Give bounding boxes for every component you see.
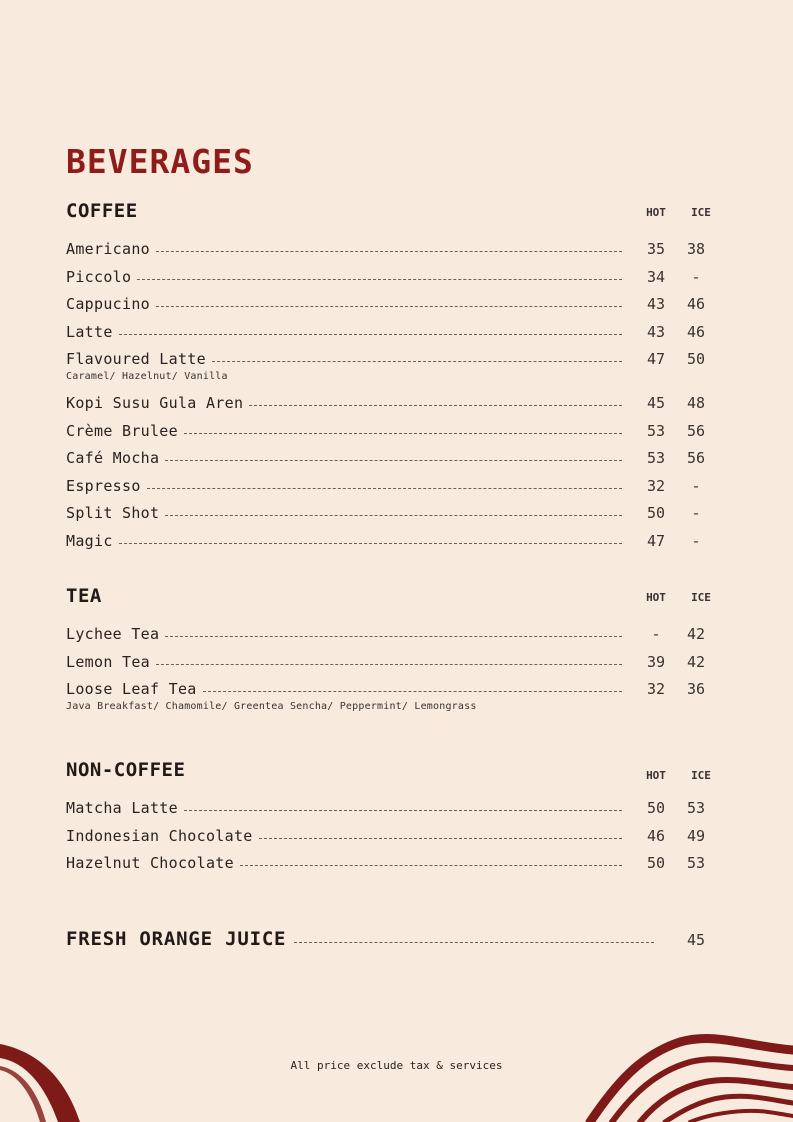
section-coffee xyxy=(66,200,716,559)
dotted-leader xyxy=(184,433,622,434)
menu-item xyxy=(66,268,716,296)
ice-price: 42 xyxy=(686,652,706,671)
hot-column-label: HOT xyxy=(646,591,666,604)
menu-item xyxy=(66,653,716,681)
ice-price: 46 xyxy=(686,322,706,341)
dotted-leader xyxy=(240,865,622,866)
section-header xyxy=(66,759,716,789)
price-disclaimer: All price exclude tax & services xyxy=(290,1059,503,1072)
item-name: Piccolo xyxy=(66,267,132,286)
dotted-leader xyxy=(156,306,622,307)
item-name: Lychee Tea xyxy=(66,625,160,643)
hot-price: 50 xyxy=(646,799,666,817)
section-tea xyxy=(66,585,716,724)
dotted-leader xyxy=(147,488,622,489)
item-price: 45 xyxy=(686,931,706,949)
ice-price: 36 xyxy=(686,680,706,698)
dotted-leader xyxy=(259,838,622,839)
ice-column-label: ICE xyxy=(691,206,711,219)
fresh-orange-juice-item xyxy=(66,928,716,950)
hot-price: 50 xyxy=(646,504,666,522)
menu-item xyxy=(66,394,716,422)
section-header xyxy=(66,585,716,615)
hot-price: - xyxy=(651,625,661,643)
menu-item xyxy=(66,532,716,560)
hot-column-label: HOT xyxy=(646,769,666,782)
item-name: Café Mocha xyxy=(66,449,160,467)
item-name: Cappucino xyxy=(66,295,150,313)
ice-price: - xyxy=(691,476,701,495)
hot-price: 53 xyxy=(646,449,666,467)
hot-price: 47 xyxy=(646,350,666,368)
section-title: NON-COFFEE xyxy=(66,759,186,781)
ice-price: 53 xyxy=(686,799,706,817)
dotted-leader xyxy=(137,279,622,280)
hot-price: 34 xyxy=(646,267,666,286)
item-note: Caramel/ Hazelnut/ Vanilla xyxy=(66,371,228,382)
item-name: Hazelnut Chocolate xyxy=(66,854,234,872)
ice-price: 38 xyxy=(686,240,706,258)
ice-price: - xyxy=(691,531,701,550)
item-name: Indonesian Chocolate xyxy=(66,826,253,845)
item-name: Americano xyxy=(66,240,150,258)
ice-price: - xyxy=(691,504,701,522)
dotted-leader xyxy=(119,334,622,335)
menu-item xyxy=(66,295,716,323)
hot-price: 32 xyxy=(646,476,666,495)
dotted-leader xyxy=(212,361,622,362)
ice-price: 56 xyxy=(686,449,706,467)
menu-item xyxy=(66,323,716,351)
dotted-leader xyxy=(119,543,622,544)
dotted-leader xyxy=(249,405,622,406)
menu-item xyxy=(66,827,716,855)
hot-column-label: HOT xyxy=(646,206,666,219)
hot-price: 35 xyxy=(646,240,666,258)
menu-item xyxy=(66,625,716,653)
ice-price: 53 xyxy=(686,854,706,872)
hot-price: 50 xyxy=(646,854,666,872)
item-name: Espresso xyxy=(66,476,141,495)
section-header xyxy=(66,200,716,230)
item-name: Matcha Latte xyxy=(66,799,178,817)
menu-item xyxy=(66,799,716,827)
menu-item xyxy=(66,240,716,268)
ice-price: - xyxy=(691,267,701,286)
dotted-leader xyxy=(156,664,622,665)
item-name: FRESH ORANGE JUICE xyxy=(66,928,287,950)
dotted-leader xyxy=(165,515,622,516)
item-name: Loose Leaf Tea xyxy=(66,680,197,698)
ice-price: 50 xyxy=(686,350,706,368)
dotted-leader xyxy=(165,460,622,461)
menu-item xyxy=(66,504,716,532)
hot-price: 45 xyxy=(646,394,666,412)
hot-price: 43 xyxy=(646,295,666,313)
hot-price: 53 xyxy=(646,421,666,440)
menu-item xyxy=(66,680,716,724)
item-name: Magic xyxy=(66,531,113,550)
item-note: Java Breakfast/ Chamomile/ Greentea Sencha/ Peppermint/ Lemongrass xyxy=(66,701,477,712)
ice-column-label: ICE xyxy=(691,591,711,604)
item-name: Split Shot xyxy=(66,504,160,522)
ice-column-label: ICE xyxy=(691,769,711,782)
hot-price: 47 xyxy=(646,531,666,550)
menu-item xyxy=(66,854,716,882)
ice-price: 48 xyxy=(686,394,706,412)
hot-price: 32 xyxy=(646,680,666,698)
section-title: COFFEE xyxy=(66,200,138,222)
ice-price: 42 xyxy=(686,625,706,643)
page-title: BEVERAGES xyxy=(66,142,254,181)
item-name: Latte xyxy=(66,322,113,341)
item-name: Lemon Tea xyxy=(66,652,150,671)
dotted-leader xyxy=(165,636,622,637)
menu-item xyxy=(66,350,716,394)
dotted-leader xyxy=(184,810,622,811)
dotted-leader xyxy=(203,691,622,692)
item-name: Flavoured Latte xyxy=(66,350,206,368)
menu-item xyxy=(66,449,716,477)
hot-price: 39 xyxy=(646,652,666,671)
ice-price: 46 xyxy=(686,295,706,313)
ice-price: 56 xyxy=(686,421,706,440)
section-non-coffee xyxy=(66,759,716,882)
item-name: Kopi Susu Gula Aren xyxy=(66,394,244,412)
hot-price: 43 xyxy=(646,322,666,341)
item-name: Crème Brulee xyxy=(66,421,178,440)
ice-price: 49 xyxy=(686,826,706,845)
section-title: TEA xyxy=(66,585,102,607)
menu-item xyxy=(66,422,716,450)
hot-price: 46 xyxy=(646,826,666,845)
dotted-leader xyxy=(156,251,622,252)
menu-item xyxy=(66,477,716,505)
dotted-leader xyxy=(294,942,654,943)
